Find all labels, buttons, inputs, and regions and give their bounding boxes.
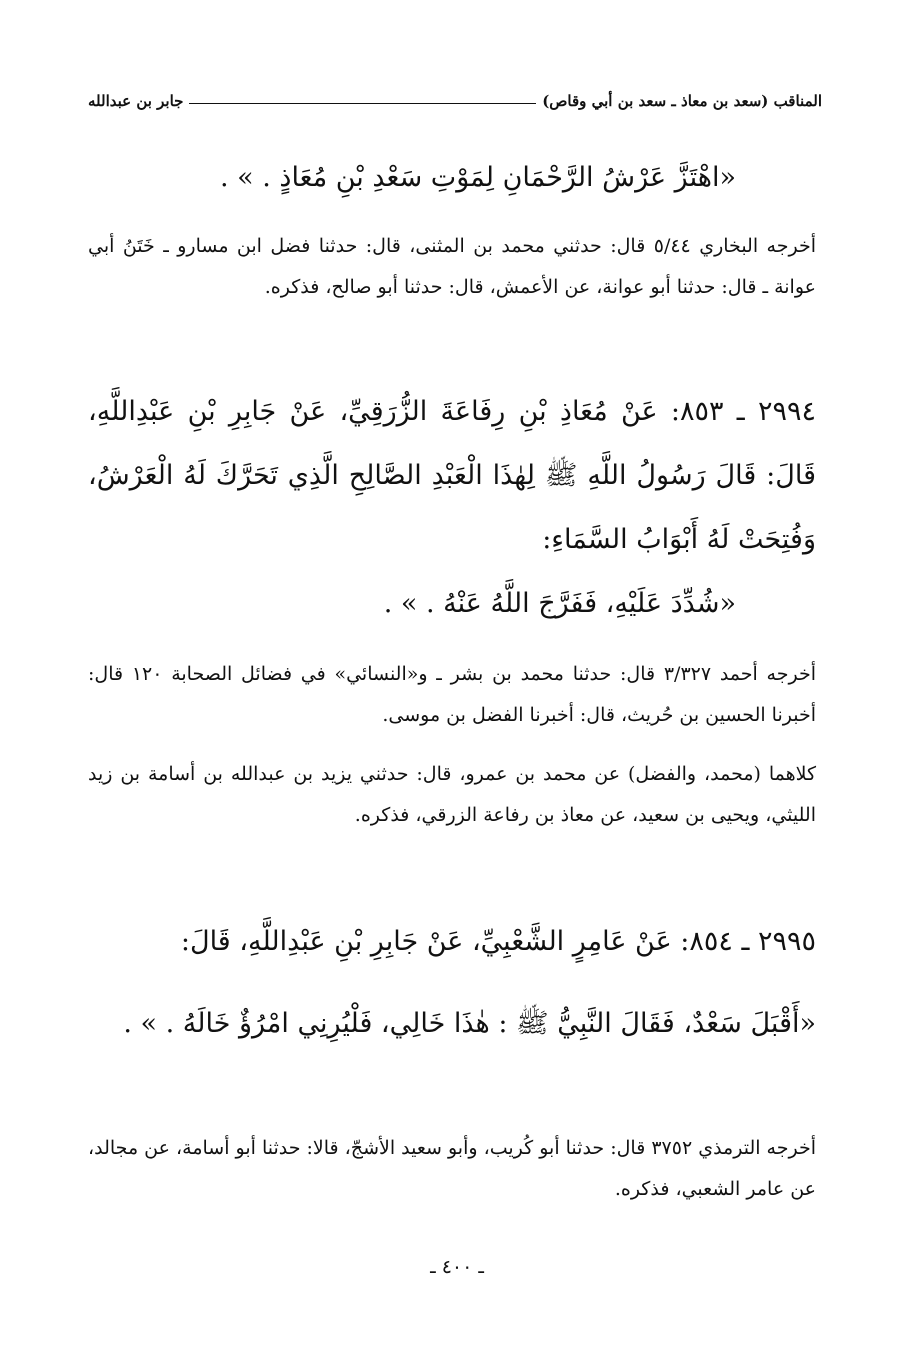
page-number: ـ ٤٠٠ ـ	[430, 1256, 484, 1278]
hadith-quote-3: «أَقْبَلَ سَعْدٌ، فَقَالَ النَّبِيُّ ﷺ : هٰذَا خَالِي، فَلْيُرِنِي امْرُؤٌ خَالَهُ . » .	[123, 1008, 816, 1039]
takhrij-note-1: أخرجه البخاري ٥/٤٤ قال: حدثني محمد بن المثنى، قال: حدثنا فضل ابن مسارو ـ خَتَنُ أبي عوانة ـ قال: حدثنا أبو عوانة، عن الأعمش، قال: حدثنا أبو صالح، فذكره.	[88, 235, 816, 298]
header-chapter-title: المناقب (سعد بن معاذ ـ سعد بن أبي وقاص)	[542, 92, 822, 110]
hadith-2995-text: ٢٩٩٥ ـ ٨٥٤: عَنْ عَامِرٍ الشَّعْبِيِّ، عَنْ جَابِرِ بْنِ عَبْدِاللَّهِ، قَالَ:	[180, 926, 816, 957]
hadith-2994-text: ٢٩٩٤ ـ ٨٥٣: عَنْ مُعَاذِ بْنِ رِفَاعَةَ الزُّرَقِيِّ، عَنْ جَابِرِ بْنِ عَبْدِاللَّهِ، قَالَ: قَالَ رَسُولُ اللَّهِ ﷺ لِهٰذَا الْعَبْدِ الصَّالِحِ الَّذِي تَحَرَّكَ لَهُ الْعَرْشُ، وَفُتِحَتْ لَهُ أَبْوَابُ السَّمَاءِ:	[88, 396, 817, 555]
hadith-quote-2: «شُدِّدَ عَلَيْهِ، فَفَرَّجَ اللَّهُ عَنْهُ . » .	[383, 588, 736, 619]
header-rule	[189, 103, 536, 104]
takhrij-note-4: أخرجه الترمذي ٣٧٥٢ قال: حدثنا أبو كُريب، وأبو سعيد الأشجّ، قالا: حدثنا أبو أسامة، عن مجالد، عن عامر الشعبي، فذكره.	[88, 1137, 816, 1200]
running-header	[88, 86, 822, 116]
takhrij-note-3: كلاهما (محمد، والفضل) عن محمد بن عمرو، قال: حدثني يزيد بن عبدالله بن أسامة بن زيد الليثي، ويحيى بن سعيد، عن معاذ بن رفاعة الزرقي، فذكره.	[88, 763, 816, 826]
hadith-quote-1: «اهْتَزَّ عَرْشُ الرَّحْمَانِ لِمَوْتِ سَعْدِ بْنِ مُعَاذٍ . » .	[219, 162, 736, 193]
takhrij-note-2: أخرجه أحمد ٣/٣٢٧ قال: حدثنا محمد بن بشر ـ و«النسائي» في فضائل الصحابة ١٢٠ قال: أخبرنا الحسين بن حُريث، قال: أخبرنا الفضل بن موسى.	[88, 663, 816, 726]
header-section-title: جابر بن عبدالله	[88, 92, 184, 110]
